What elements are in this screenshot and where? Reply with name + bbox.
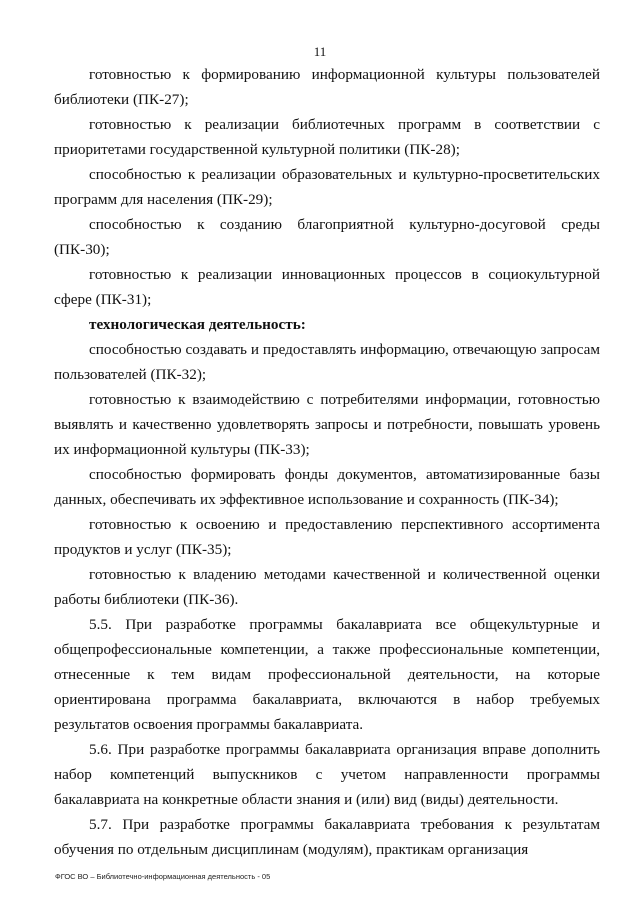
- paragraph-pk30: способностью к созданию благоприятной культурно-досуговой среды (ПК-30);: [54, 216, 600, 258]
- paragraph-pk33: готовностью к взаимодействию с потребителями информации, готовностью выявлять и качественно удовлетворять запросы и потребности, повышать уровень их информационной культуры (ПК-33);: [54, 391, 600, 458]
- paragraph-pk32: способностью создавать и предоставлять информацию, отвечающую запросам пользователей (ПК-32);: [54, 341, 600, 383]
- paragraph-pk27: готовностью к формированию информационной культуры пользователей библиотеки (ПК-27);: [54, 66, 600, 108]
- paragraph-5-5: 5.5. При разработке программы бакалавриата все общекультурные и общепрофессиональные компетенции, а также профессиональные компетенции, отнесенные к тем видам профессиональной деятельности, на которые ориентирована программа бакалавриата, включаются в набор требуемых результатов освоения программы бакалавриата.: [54, 616, 600, 733]
- paragraph-pk31: готовностью к реализации инновационных процессов в социокультурной сфере (ПК-31);: [54, 266, 600, 308]
- paragraph-pk35: готовностью к освоению и предоставлению перспективного ассортимента продуктов и услуг (ПК-35);: [54, 516, 600, 558]
- paragraph-5-7: 5.7. При разработке программы бакалавриата требования к результатам обучения по отдельным дисциплинам (модулям), практикам организация: [54, 816, 600, 858]
- paragraph-pk34: способностью формировать фонды документов, автоматизированные базы данных, обеспечивать их эффективное использование и сохранность (ПК-34);: [54, 466, 600, 508]
- document-body: [54, 62, 600, 862]
- paragraph-pk29: способностью к реализации образовательных и культурно-просветительских программ для населения (ПК-29);: [54, 166, 600, 208]
- page-footer: ФГОС ВО – Библиотечно-информационная деятельность - 05: [55, 872, 271, 881]
- page-number: 11: [313, 44, 327, 59]
- section-heading-technological: технологическая деятельность:: [89, 316, 306, 333]
- paragraph-5-6: 5.6. При разработке программы бакалавриата организация вправе дополнить набор компетенций выпускников с учетом направленности программы бакалавриата на конкретные области знания и (или) вид (виды) деятельности.: [54, 741, 600, 808]
- paragraph-pk36: готовностью к владению методами качественной и количественной оценки работы библиотеки (ПК-36).: [54, 566, 600, 608]
- paragraph-pk28: готовностью к реализации библиотечных программ в соответствии с приоритетами государственной культурной политики (ПК-28);: [54, 116, 600, 158]
